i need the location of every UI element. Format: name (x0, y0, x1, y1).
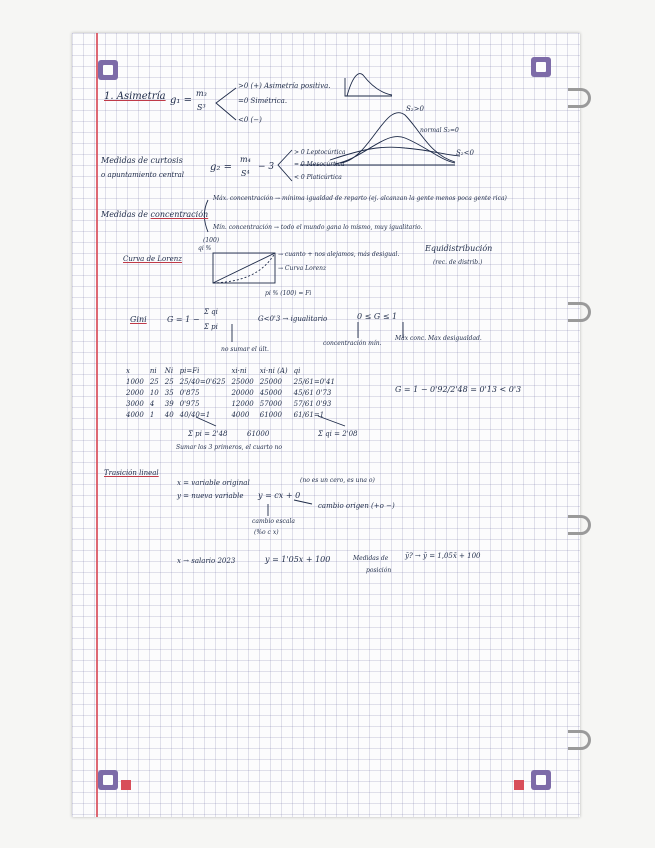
g2-den: S⁴ (241, 169, 250, 178)
normal-curve (335, 137, 455, 164)
g1-den: S³ (197, 103, 206, 112)
table-header: pi=Fi (179, 367, 200, 375)
table-header: qi (293, 367, 301, 375)
transicion-y-eq: y = 1'05x + 100 (265, 555, 331, 564)
arrow-origen (294, 500, 312, 504)
table-cell: 40 (164, 411, 174, 419)
gini-range: 0 ≤ G ≤ 1 (357, 312, 398, 321)
table-cell: 4000 (126, 411, 144, 419)
g1-lhs: g₁ = (170, 95, 192, 106)
table-cell: 25/61=0'41 (293, 378, 335, 386)
gini-result: G = 1 − 0'92/2'48 = 0'13 < 0'3 (395, 385, 522, 394)
table-header: Ni (164, 367, 174, 375)
table-cell: 45/61 0'73 (293, 389, 332, 397)
gini-num: Σ qi (204, 308, 218, 316)
table-cell: 0'875 (179, 389, 200, 397)
equidistribution-line (213, 253, 275, 283)
table-row (124, 377, 339, 388)
table-cell: 25000 (231, 378, 254, 386)
lorenz-equi: Equidistribución (425, 244, 493, 253)
table-cell: 35 (164, 389, 174, 397)
transicion-medidas: Medidas de (353, 555, 389, 562)
table-cell: 3000 (126, 400, 144, 408)
g2-tail: − 3 (258, 162, 275, 172)
table-header: xi·ni (A) (259, 367, 288, 375)
table-cell: 25000 (259, 378, 283, 386)
lorenz-equi-sub: (rec. de distrib.) (433, 259, 483, 266)
table-total-xn: 61000 (247, 430, 270, 438)
table-cell: 57000 (259, 400, 283, 408)
skew-curve (347, 74, 392, 96)
transicion-y-def: y = nueva variable (177, 492, 244, 500)
concentracion-word: concentración (150, 210, 209, 219)
table-cell: 61000 (259, 411, 283, 419)
gini-label: Gini (130, 315, 147, 324)
table-row (124, 388, 339, 399)
asim-case-pos: >0 (+) Asimetría positiva. (238, 82, 331, 90)
curtosis-case-plati: < 0 Platicúrtica (294, 174, 342, 181)
curve-label-plati: S₂<0 (456, 149, 474, 157)
table-cell: 25 (149, 378, 159, 386)
table-cell: 20000 (231, 389, 254, 397)
g1-num: m₃ (196, 89, 207, 98)
gini-conc-min: concentración mín. (323, 340, 382, 347)
transicion-cambio-escala-2: (%o c x) (254, 529, 279, 536)
transicion-x-def: x = variable original (177, 479, 250, 487)
table-cell: 57/61 0'93 (293, 400, 332, 408)
gini-no-sumar: no sumar el últ. (221, 346, 269, 353)
plati-curve (330, 147, 460, 160)
transicion-note: (no es un cero, es una o) (300, 477, 375, 484)
table-cell: 1 (149, 411, 155, 419)
curtosis-case-lepto: > 0 Leptocúrtica (294, 149, 346, 156)
table-cell: 12000 (231, 400, 254, 408)
asim-case-neg: <0 (−) (238, 116, 262, 124)
table-cell: 25 (164, 378, 174, 386)
table-row (124, 410, 339, 421)
transicion-cambio-escala: cambio escala (252, 518, 295, 525)
transicion-eq: y = cx + 0 (258, 491, 301, 500)
table-cell: 4000 (231, 411, 250, 419)
section-title-asimetria: 1. Asimetría (104, 91, 166, 102)
asim-case-zero: =0 Simétrica. (238, 97, 288, 105)
transicion-title: Trasición lineal (104, 469, 159, 477)
lorenz-top-label: (100) (203, 237, 220, 244)
conc-min-line: Mín. concentración → todo el mundo gana lo mismo, muy igualitario. (213, 224, 423, 231)
curtosis-case-meso: = 0 Mesocúrtica (294, 161, 345, 168)
lorenz-curve-label: → Curva Lorenz (278, 265, 327, 272)
curtosis-title-2: o apuntamiento central (101, 171, 185, 179)
table-sum-q: Σ qi = 2'08 (318, 430, 358, 438)
table-cell: 10 (149, 389, 159, 397)
table-header-row (124, 366, 339, 377)
table-header: ni (149, 367, 157, 375)
table-cell: 61/61=1 (293, 411, 325, 419)
curve-label-normal: normal S₂=0 (420, 127, 459, 134)
table-cell: 39 (164, 400, 174, 408)
transicion-mean: ȳ? → ȳ = 1,05x̄ + 100 (405, 552, 481, 560)
bracket-asimetria (216, 88, 236, 120)
concentracion-title (101, 211, 208, 219)
table-cell: 45000 (259, 389, 283, 397)
g2-lhs: g₂ = (210, 162, 232, 173)
table-cell: 25/40=0'625 (179, 378, 226, 386)
table-sum-p: Σ pi = 2'48 (188, 430, 228, 438)
gini-den: Σ pi (204, 323, 218, 331)
table-header: x (126, 367, 130, 375)
table-cell: 4 (149, 400, 155, 408)
g2-num: m₄ (240, 155, 251, 164)
concentracion-prefix: Medidas de (101, 210, 148, 219)
curtosis-title-1: Medidas de curtosis (101, 156, 183, 165)
frequency-table (124, 366, 339, 421)
lorenz-qi-label: qi % (198, 245, 212, 252)
curve-label-lepto: S₂>0 (406, 105, 424, 113)
conc-max-line: Máx. concentración → mínima igualdad de reparto (ej. alcanzan la gente menos poca gente rica) (213, 195, 507, 202)
table-cell: 1000 (126, 378, 144, 386)
transicion-posicion: posición (366, 567, 392, 574)
table-header: xi·ni (231, 367, 247, 375)
lorenz-note: → cuanto + nos alejamos, más desigual. (278, 251, 400, 258)
gini-conc-max: Máx conc. Max desigualdad. (395, 335, 482, 342)
transicion-cambio-origen: cambio origen (+o −) (318, 502, 395, 510)
bracket-curtosis (278, 150, 292, 181)
transicion-salario: x → salario 2023 (177, 557, 236, 565)
table-foot: Sumar los 3 primeros, el cuarto no (176, 444, 282, 451)
gini-formula: G = 1 − (167, 315, 200, 324)
table-row (124, 399, 339, 410)
gini-cond: G<0'3 → igualitario (258, 315, 328, 323)
table-cell: 40/40=1 (179, 411, 211, 419)
table-cell: 0'975 (179, 400, 200, 408)
table-cell: 2000 (126, 389, 144, 397)
lorenz-bottom-label: pi % (100) = Fi (265, 290, 312, 297)
lorenz-title: Curva de Lorenz (123, 255, 182, 263)
